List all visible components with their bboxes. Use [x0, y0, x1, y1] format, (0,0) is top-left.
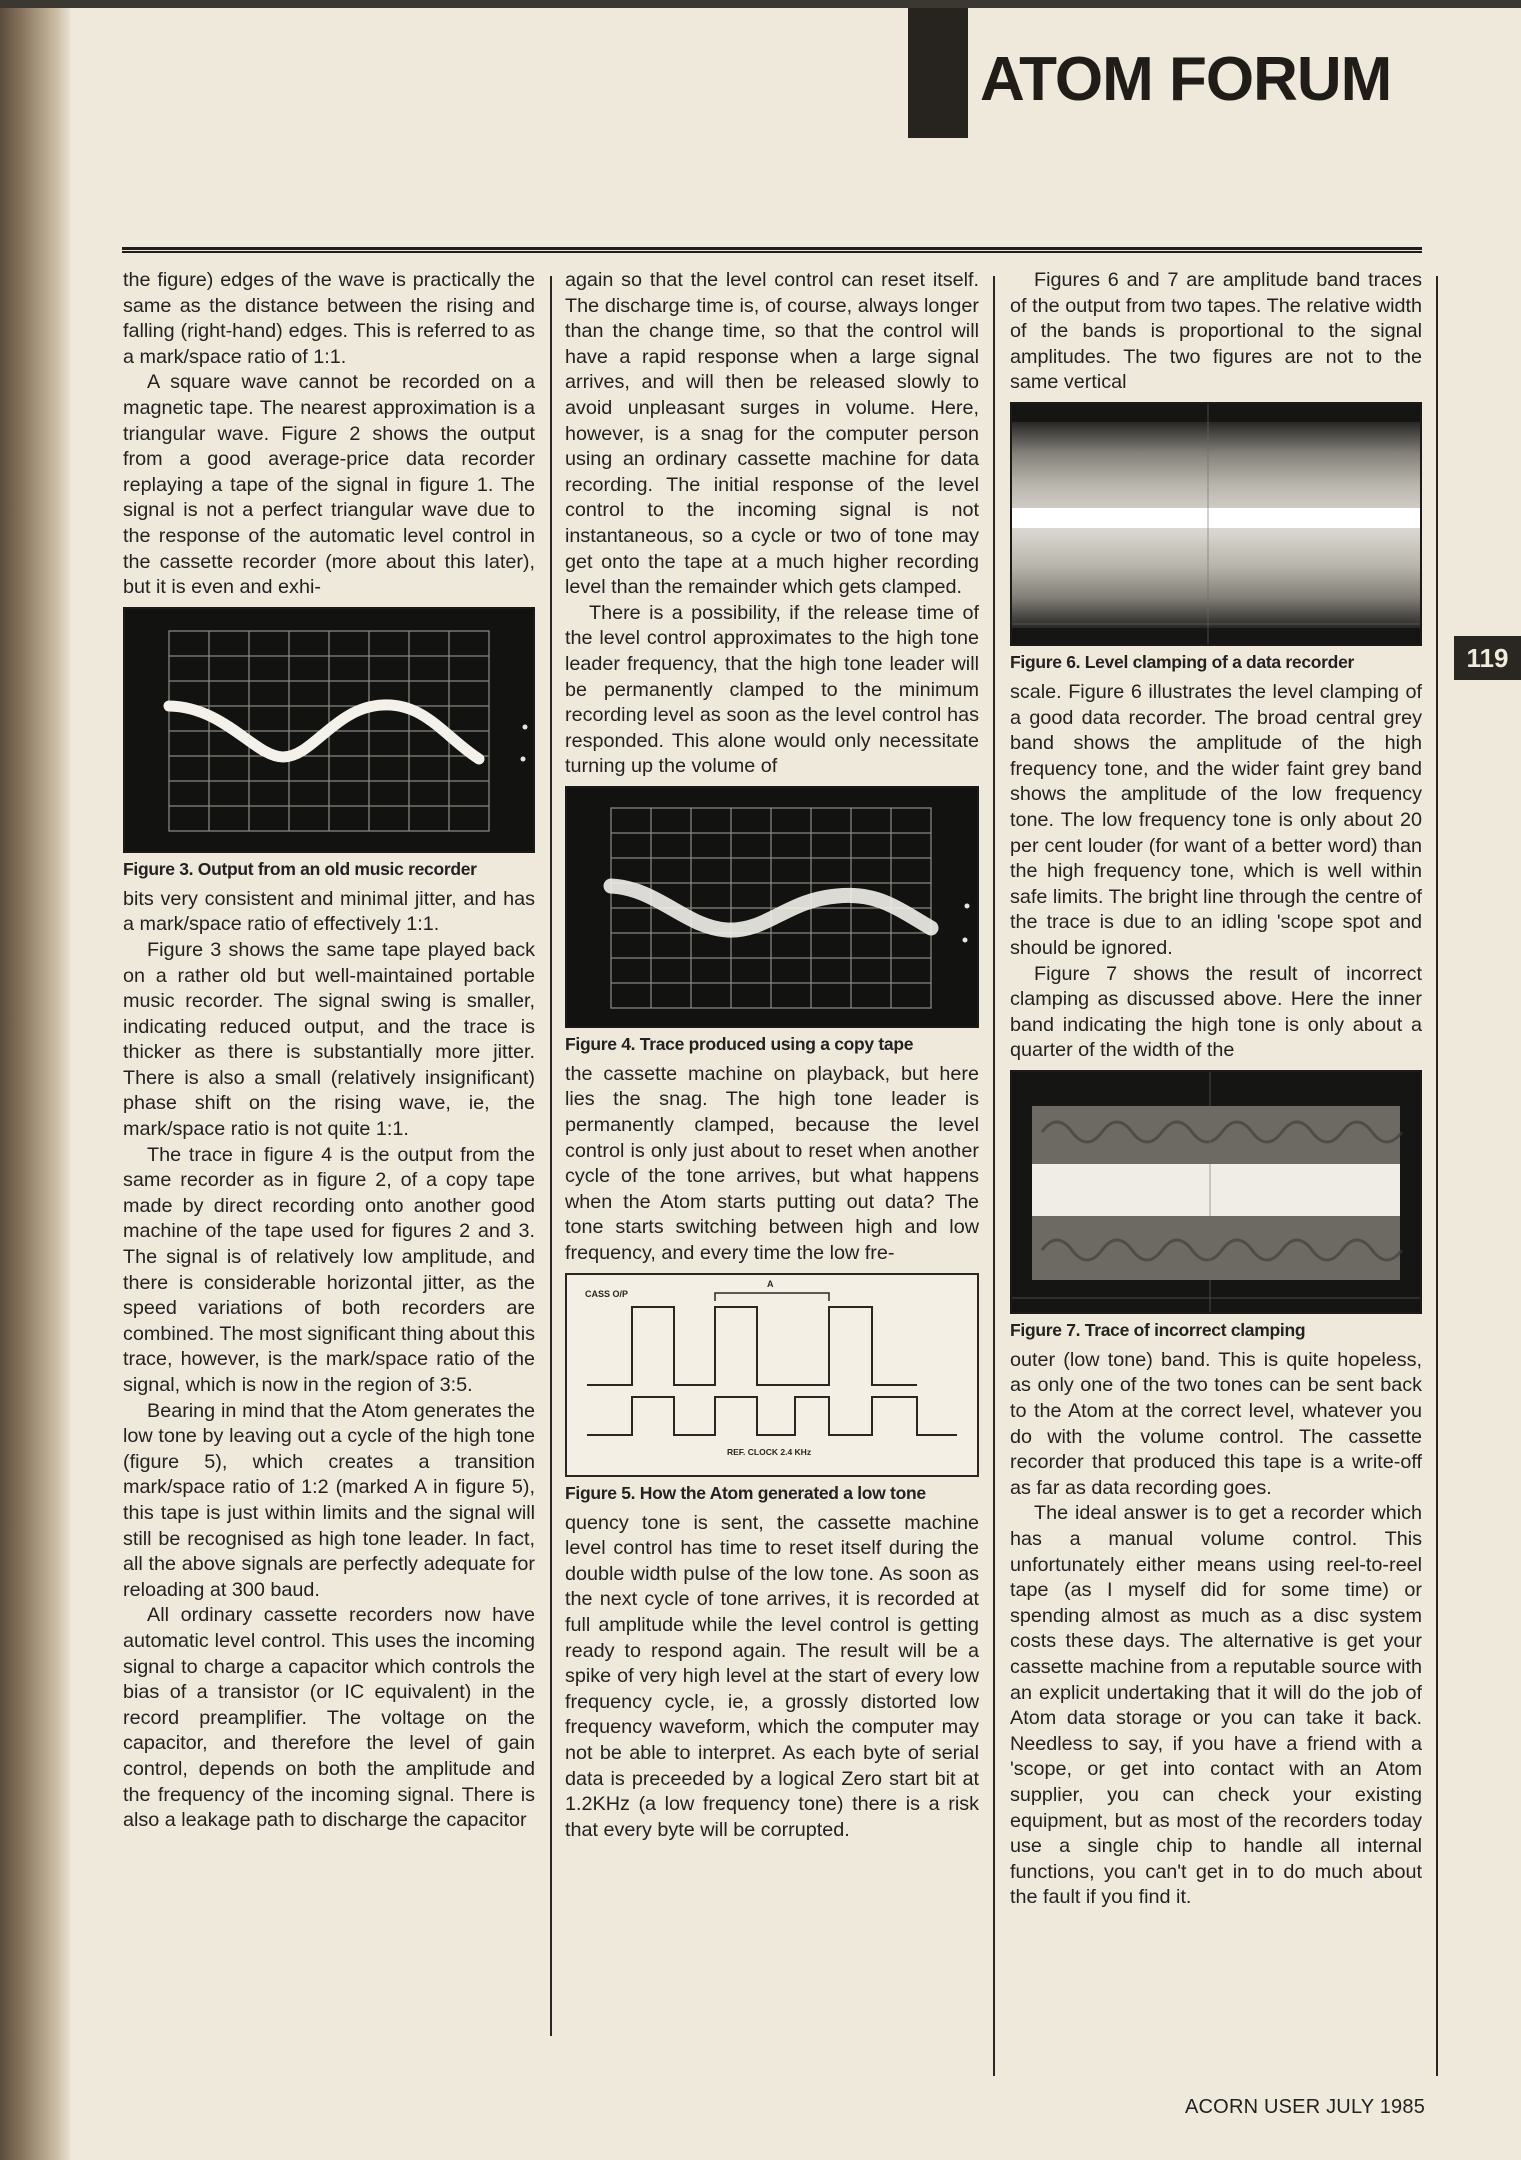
figure-3: [123, 607, 535, 880]
column-divider: [993, 276, 995, 2076]
timing-diagram-figure-5: [565, 1273, 979, 1477]
paragraph: the figure) edges of the wave is practically the same as the distance between the rising and falling (right-hand) edges. This is referred to as a mark/space ratio of 1:1.: [123, 269, 535, 368]
page-binding-shadow: [0, 0, 70, 2160]
diagram-label-ref-clock: REF. CLOCK 2.4 KHz: [727, 1446, 812, 1457]
section-title: ATOM FORUM: [980, 45, 1392, 114]
top-edge-rule: [0, 0, 1521, 8]
figure-6: [1010, 402, 1422, 673]
oscilloscope-trace-figure-3: [123, 607, 535, 853]
figure-caption: Figure 7. Trace of incorrect clamping: [1010, 1319, 1306, 1340]
paragraph: Figure 3 shows the same tape played back on a rather old but well-maintained portable music recorder. The signal swing is smaller, indicating reduced output, and the trace is thicker as there is substantially more jitter. There is also a small (relatively insignificant) phase shift on the rising wave, ie, the mark/space ratio is not quite 1:1.: [123, 938, 535, 1141]
paragraph: the cassette machine on playback, but here lies the snag. The high tone leader is permanently clamped, because the level control is only just about to reset when another cycle of the tone arrives, but what happens when the Atom starts putting out data? The tone starts switching between high and low frequency, and every time the low fre-: [565, 1062, 979, 1265]
oscilloscope-trace-figure-4: [565, 786, 979, 1028]
text-column-3: [1010, 268, 1422, 1911]
column-divider: [1436, 276, 1438, 2076]
figure-caption: Figure 3. Output from an old music recorder: [123, 858, 477, 879]
text-column-1: [123, 268, 535, 1834]
paragraph: The ideal answer is to get a recorder which has a manual volume control. This unfortunately either means using reel-to-reel tape (as I myself did for some time) or spending almost as much as a disc system costs these days. The alternative is get your cassette machine from a reputable source with an explicit undertaking that it will do the job of Atom data storage or you can take it back. Needless to say, if you have a friend with a 'scope, or get into contact with an Atom supplier, you can check your existing equipment, but as most of the recorders today use a single chip to handle all internal functions, you can't get in to do much about the fault if you find it.: [1010, 1502, 1422, 1909]
oscilloscope-trace-figure-7: [1010, 1070, 1422, 1314]
figure-5: [565, 1273, 979, 1504]
column-divider: [550, 276, 552, 2036]
paragraph: quency tone is sent, the cassette machine level control has time to reset itself during the double width pulse of the low tone. As soon as the next cycle of tone arrives, it is recorded at full amplitude while the level control is getting ready to respond again. The result will be a spike of very high level at the start of every low frequency cycle, ie, a grossly distorted low frequency waveform, which the computer may not be able to interpret. As each byte of serial data is preceeded by a logical Zero start bit at 1.2KHz (a low frequency tone) there is a risk that every byte will be corrupted.: [565, 1511, 979, 1841]
figure-7: [1010, 1070, 1422, 1341]
cassette-output-waveform: [587, 1307, 917, 1385]
paragraph: Bearing in mind that the Atom generates the low tone by leaving out a cycle of the high tone (figure 5), which creates a transition mark/space ratio of 1:2 (marked A in figure 5), this tape is just within limits and the signal will still be recognised as high tone leader. In fact, all the above signals are perfectly adequate for reloading at 300 baud.: [123, 1399, 535, 1601]
paragraph: There is a possibility, if the release time of the level control approximates to the high tone leader frequency, that the high tone leader will be permanently clamped to the minimum recording level as soon as the level control has responded. This alone would only necessitate turning up the volume of: [565, 601, 979, 778]
reference-clock-waveform: [587, 1397, 957, 1435]
paragraph: A square wave cannot be recorded on a magnetic tape. The nearest approximation is a triangular wave. Figure 2 shows the output from a good average-price data recorder replaying a tape of the signal in figure 1. The signal is not a perfect triangular wave due to the response of the automatic level control in the cassette recorder (more about this later), but it is even and exhi-: [123, 371, 535, 599]
page-footer: ACORN USER JULY 1985: [1185, 2096, 1426, 2118]
diagram-label-cass-op: CASS O/P: [585, 1288, 629, 1299]
paragraph: Figure 7 shows the result of incorrect clamping as discussed above. Here the inner band indicating the high tone is only about a quarter of the width of the: [1010, 962, 1422, 1062]
header-block: [908, 8, 968, 138]
paragraph: Figures 6 and 7 are amplitude band traces of the output from two tapes. The relative width of the bands is proportional to the signal amplitudes. The two figures are not to the same vertical: [1010, 269, 1422, 394]
text-column-2: [565, 268, 979, 1843]
header-rule: [122, 247, 1422, 253]
paragraph: scale. Figure 6 illustrates the level clamping of a good data recorder. The broad central grey band shows the amplitude of the high frequency tone, and the wider faint grey band shows the amplitude of the low frequency tone. The low frequency tone is only about 20 per cent louder (for want of a better word) than the high frequency tone, which is well within safe limits. The bright line through the centre of the trace is due to an idling 'scope spot and should be ignored.: [1010, 680, 1422, 959]
diagram-label-a: A: [767, 1278, 774, 1289]
oscilloscope-trace-figure-6: [1010, 402, 1422, 646]
page-number-tab: 119: [1454, 636, 1521, 680]
figure-caption: Figure 5. How the Atom generated a low tone: [565, 1482, 926, 1503]
paragraph: bits very consistent and minimal jitter, and has a mark/space ratio of effectively 1:1.: [123, 887, 535, 936]
figure-caption: Figure 4. Trace produced using a copy tape: [565, 1033, 914, 1054]
figure-4: [565, 786, 979, 1055]
paragraph: The trace in figure 4 is the output from the same recorder as in figure 2, of a copy tape made by direct recording onto another good machine of the tape used for figures 2 and 3. The signal is of relatively low amplitude, and there is considerable horizontal jitter, as the speed variations of both recorders are combined. The most significant thing about this trace, however, is the mark/space ratio of the signal, which is now in the region of 3:5.: [123, 1143, 535, 1396]
figure-caption: Figure 6. Level clamping of a data recorder: [1010, 651, 1355, 672]
paragraph: outer (low tone) band. This is quite hopeless, as only one of the two tones can be sent back to the Atom at the correct level, whatever you do with the volume control. The cassette recorder that produced this tape is a write-off as far as data recording goes.: [1010, 1348, 1422, 1499]
paragraph: again so that the level control can reset itself. The discharge time is, of course, always longer than the change time, so that the control will have a rapid response when a large signal arrives, and will then be released slowly to avoid unpleasant surges in volume. Here, however, is a snag for the computer person using an ordinary cassette machine for data recording. The initial response of the level control to the incoming signal is not instantaneous, so a cycle or two of tone may get onto the tape at a much higher recording level than the remainder which gets clamped.: [565, 269, 979, 599]
paragraph: All ordinary cassette recorders now have automatic level control. This uses the incoming signal to charge a capacitor which controls the bias of a transistor (or IC equivalent) in the record preamplifier. The voltage on the capacitor, and therefore the level of gain control, depends on both the amplitude and the frequency of the incoming signal. There is also a leakage path to discharge the capacitor: [123, 1604, 535, 1832]
